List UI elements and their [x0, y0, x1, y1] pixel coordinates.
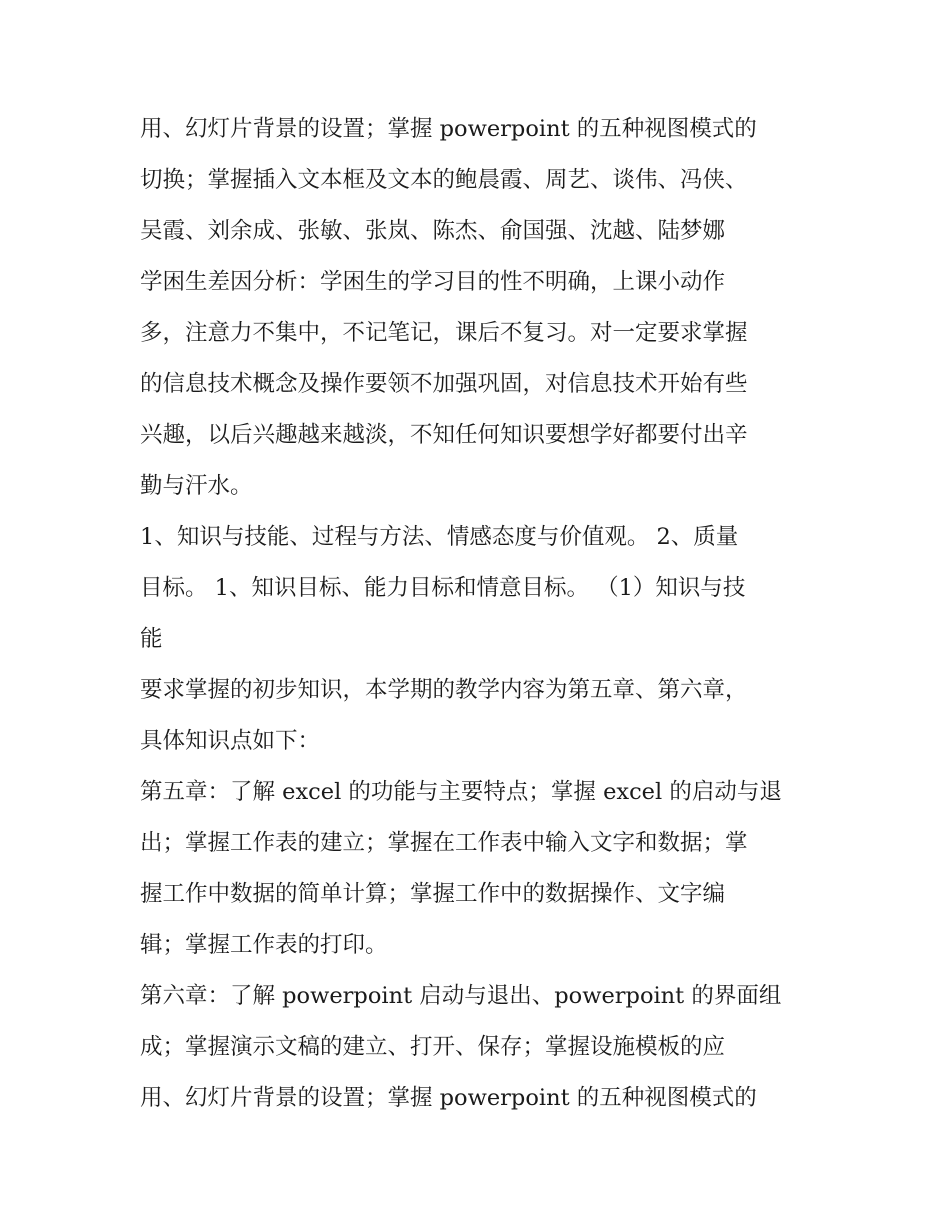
text-line: 吴霞、刘余成、张敏、张岚、陈杰、俞国强、沈越、陆梦娜 [140, 218, 726, 244]
text-line: 兴趣，以后兴趣越来越淡，不知任何知识要想学好都要付出辛 [140, 422, 748, 448]
text-line: 辑；掌握工作表的打印。 [140, 932, 388, 958]
text-line: 学困生差因分析：学困生的学习目的性不明确，上课小动作 [140, 269, 726, 295]
text-line: 勤与汗水。 [140, 473, 253, 499]
text-line: 目标。 1、知识目标、能力目标和情意目标。 （1）知识与技 [140, 575, 746, 601]
document-body [140, 104, 816, 1124]
text-line: 1、知识与技能、过程与方法、情感态度与价值观。 2、质量 [140, 524, 739, 550]
text-line: 用、幻灯片背景的设置；掌握 powerpoint 的五种视图模式的 [140, 116, 757, 142]
text-line: 具体知识点如下： [140, 728, 321, 754]
text-line: 第五章：了解 excel 的功能与主要特点；掌握 excel 的启动与退 [140, 779, 782, 805]
text-line: 第六章：了解 powerpoint 启动与退出、powerpoint 的界面组 [140, 983, 782, 1009]
text-line: 用、幻灯片背景的设置；掌握 powerpoint 的五种视图模式的 [140, 1085, 757, 1111]
text-line: 握工作中数据的简单计算；掌握工作中的数据操作、文字编 [140, 881, 726, 907]
text-line: 要求掌握的初步知识，本学期的教学内容为第五章、第六章， [140, 677, 748, 703]
text-line: 能 [140, 626, 163, 652]
text-line: 的信息技术概念及操作要领不加强巩固，对信息技术开始有些 [140, 371, 748, 397]
text-line: 成；掌握演示文稿的建立、打开、保存；掌握设施模板的应 [140, 1034, 726, 1060]
text-line: 出；掌握工作表的建立；掌握在工作表中输入文字和数据；掌 [140, 830, 748, 856]
text-line: 切换；掌握插入文本框及文本的鲍晨霞、周艺、谈伟、冯侠、 [140, 167, 748, 193]
text-line: 多，注意力不集中，不记笔记，课后不复习。对一定要求掌握 [140, 320, 748, 346]
